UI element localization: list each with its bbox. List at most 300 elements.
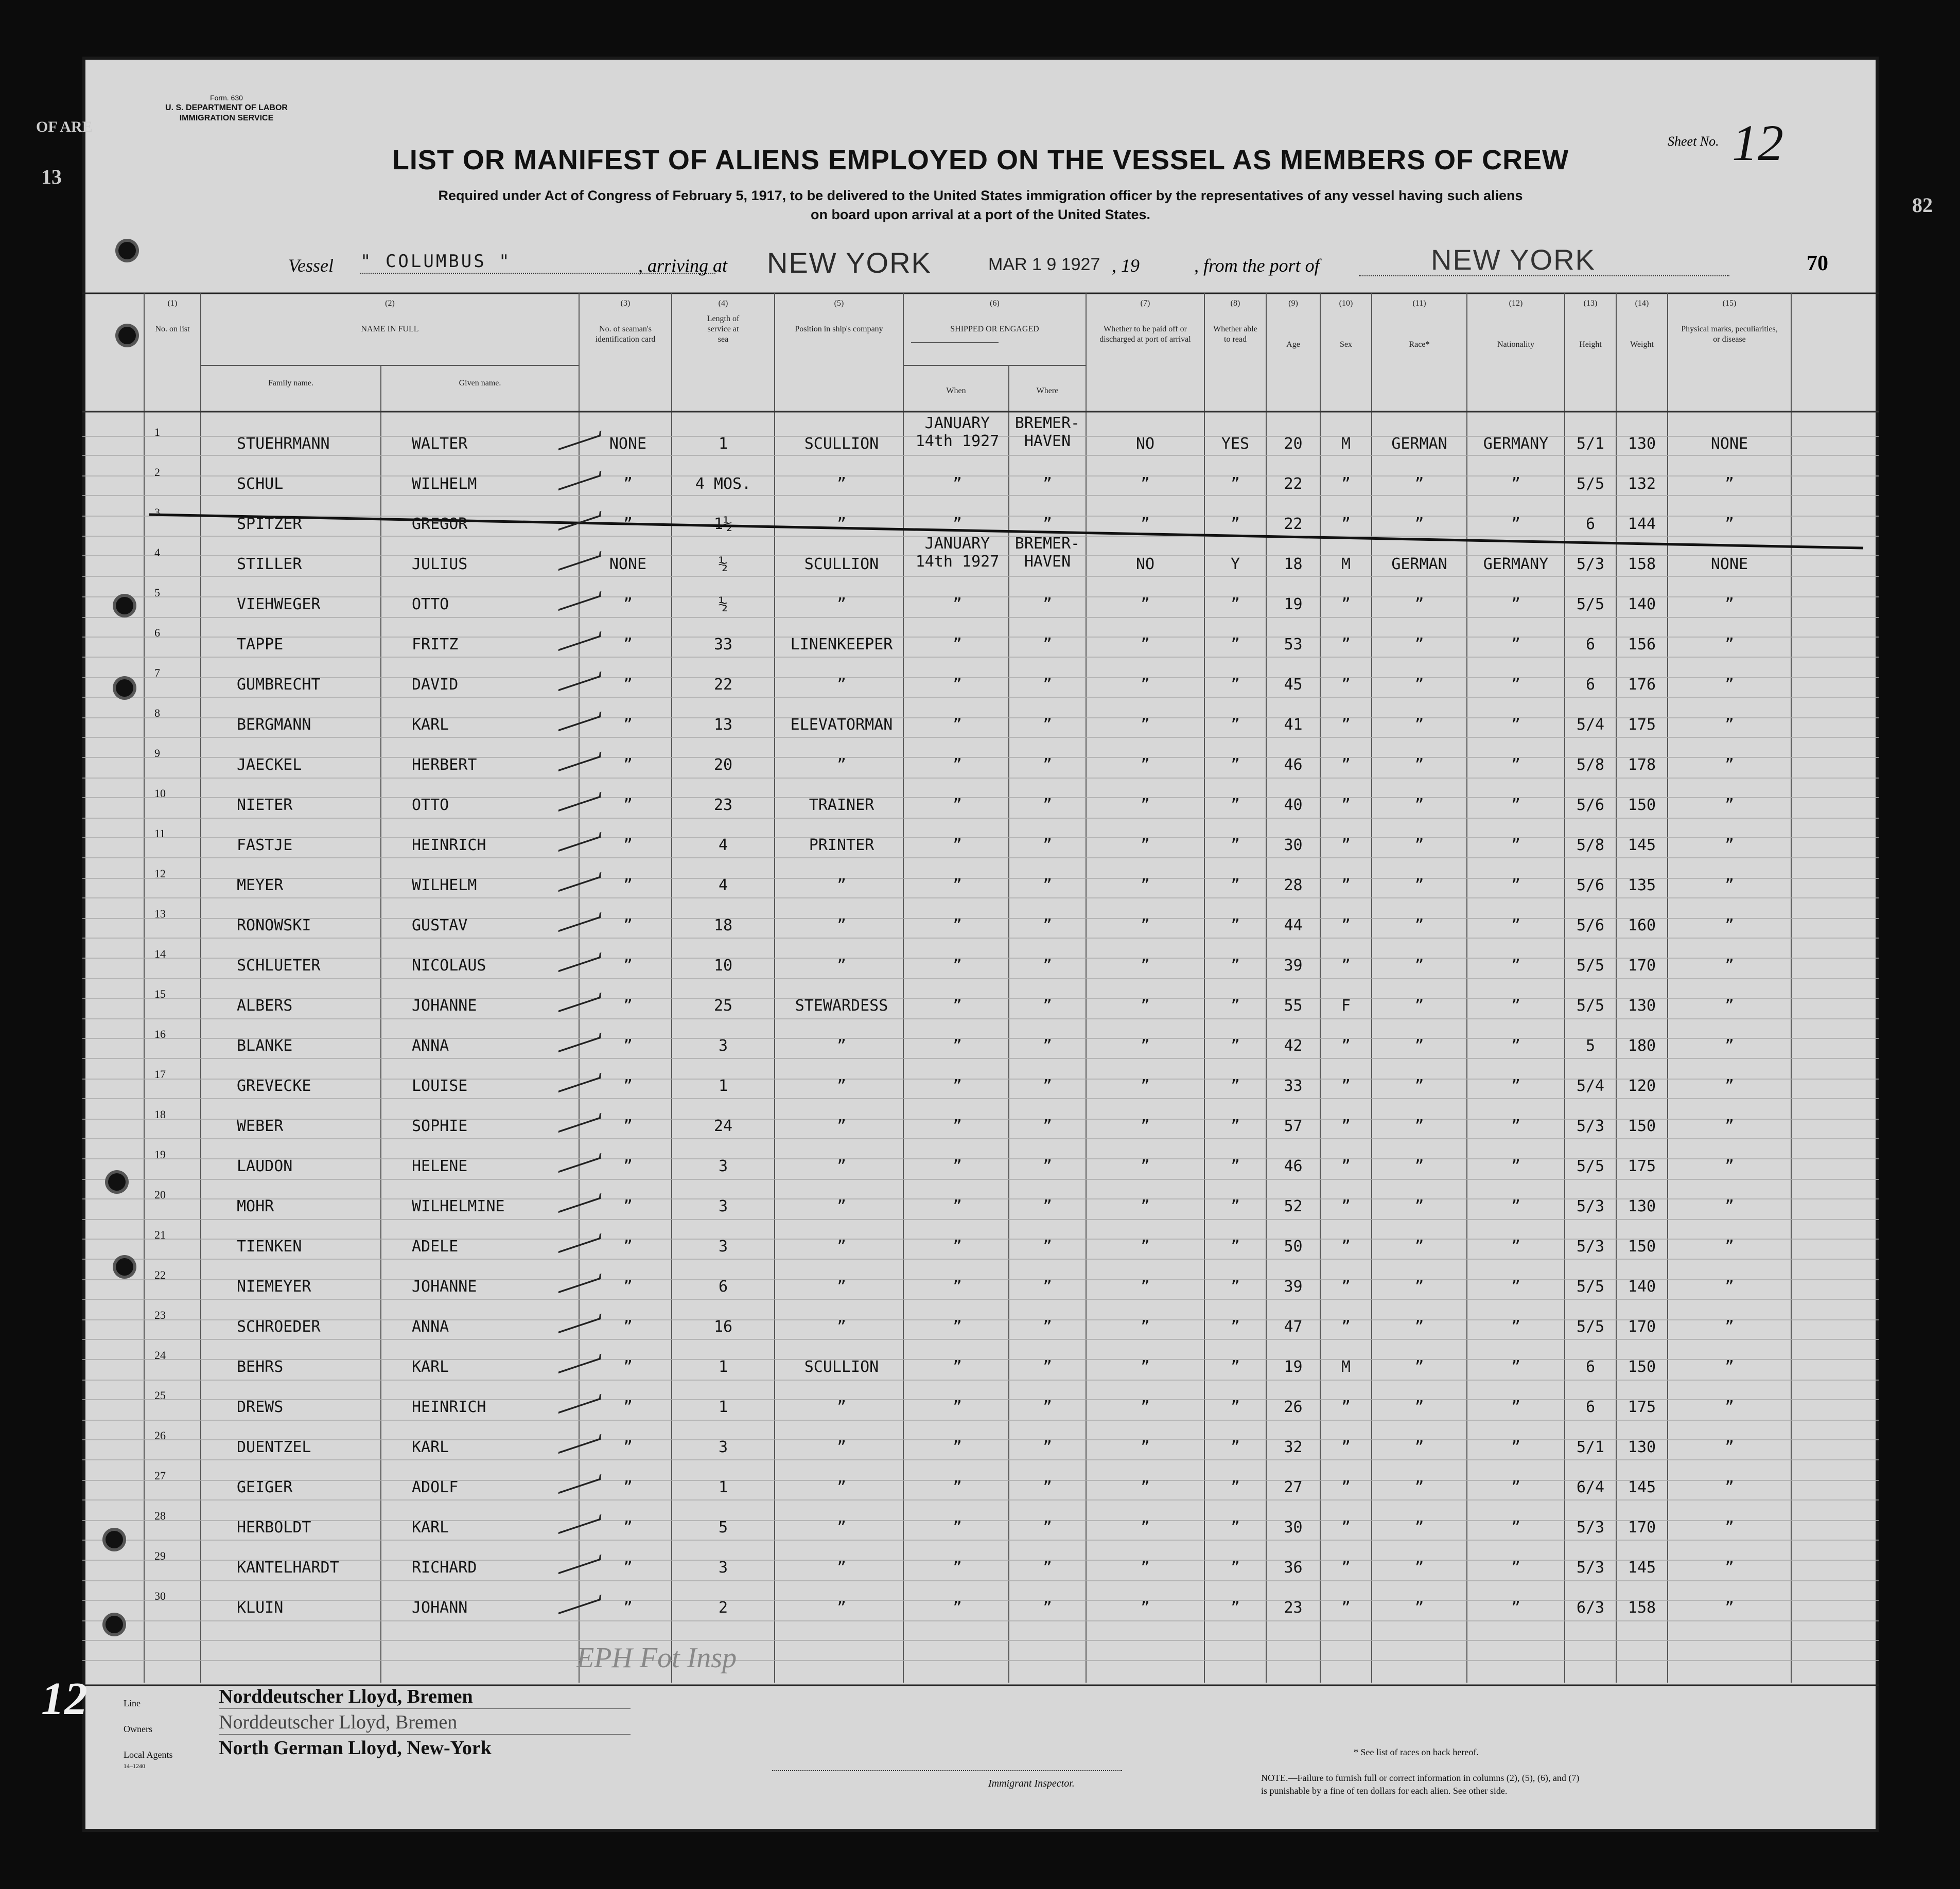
cell-height: 6 — [1585, 676, 1596, 694]
cell-paid: ” — [1140, 1478, 1150, 1496]
cell-where: ” — [1042, 1358, 1053, 1376]
cell-marks: ” — [1724, 1157, 1735, 1175]
note-line-2: is punishable by a fine of ten dollars for each alien. See other side. — [1261, 1786, 1508, 1796]
cell-paid: ” — [1140, 515, 1150, 533]
punch-hole-7 — [106, 1531, 123, 1548]
cell-given: WILHELMINE — [412, 1197, 505, 1215]
cell-race: ” — [1414, 796, 1424, 814]
cell-marks: ” — [1724, 635, 1735, 654]
cell-family: HERBOLDT — [237, 1519, 311, 1537]
manifest-rows — [82, 57, 1879, 1832]
cell-service: 1 — [718, 1358, 728, 1376]
cell-race: ” — [1414, 1077, 1424, 1095]
cell-sex: ” — [1341, 916, 1351, 934]
cell-position: ” — [836, 595, 847, 613]
cell-sex: M — [1341, 435, 1351, 453]
cell-no: 5 — [154, 586, 160, 599]
cell-given: KARL — [412, 1358, 449, 1376]
col15-num: (15) — [1722, 299, 1737, 308]
cell-read: ” — [1230, 1559, 1240, 1577]
cell-race: ” — [1414, 1398, 1424, 1416]
cell-weight: 175 — [1627, 716, 1656, 734]
cell-family: BEHRS — [237, 1358, 284, 1376]
races-note: * See list of races on back hereof. — [1354, 1747, 1479, 1757]
cell-no: 30 — [154, 1590, 166, 1602]
cell-given: ANNA — [412, 1037, 449, 1055]
cell-age: 55 — [1284, 997, 1303, 1015]
col7-num: (7) — [1140, 299, 1150, 308]
cell-height: 6 — [1585, 515, 1596, 533]
cell-read: YES — [1221, 435, 1250, 453]
cell-when: ” — [952, 1278, 962, 1296]
cell-service: 1 — [718, 1478, 728, 1496]
cell-sex: ” — [1341, 676, 1351, 694]
cell-when: ” — [952, 1478, 962, 1496]
cell-no: 21 — [154, 1228, 166, 1241]
cell-card: ” — [623, 876, 633, 894]
cell-paid: ” — [1140, 716, 1150, 734]
service-name: IMMIGRATION SERVICE — [179, 114, 274, 122]
cell-height: 5/5 — [1576, 997, 1605, 1015]
col9-num: (9) — [1288, 299, 1298, 308]
cell-position: SCULLION — [804, 1358, 879, 1376]
cell-race: ” — [1414, 1318, 1424, 1336]
cell-nat: ” — [1511, 635, 1521, 654]
cell-position: TRAINER — [809, 796, 874, 814]
cell-height: 5/5 — [1576, 1157, 1605, 1175]
cell-paid: ” — [1140, 475, 1150, 493]
cell-sex: M — [1341, 1358, 1351, 1376]
cell-position: ” — [836, 957, 847, 975]
cell-age: 39 — [1284, 957, 1303, 975]
cell-service: 1 — [718, 1398, 728, 1416]
cell-read: ” — [1230, 1398, 1240, 1416]
cell-where: ” — [1042, 957, 1053, 975]
cell-sex: ” — [1341, 595, 1351, 613]
cell-height: 6 — [1585, 1358, 1596, 1376]
cell-when: ” — [952, 676, 962, 694]
handwritten-note: EPH Fot Insp — [576, 1642, 737, 1674]
cell-family: MOHR — [237, 1197, 274, 1215]
cell-when: ” — [952, 1037, 962, 1055]
cell-given: HEINRICH — [412, 836, 486, 854]
cell-where: ” — [1042, 1318, 1053, 1336]
cell-read: ” — [1230, 676, 1240, 694]
cell-marks: ” — [1724, 1559, 1735, 1577]
cell-family: TAPPE — [237, 635, 284, 654]
cell-card: ” — [623, 676, 633, 694]
cell-when: ” — [952, 876, 962, 894]
cell-position: ” — [836, 475, 847, 493]
cell-height: 5/6 — [1576, 796, 1605, 814]
cell-race: ” — [1414, 595, 1424, 613]
cell-paid: NO — [1135, 435, 1155, 453]
cell-nat: ” — [1511, 997, 1521, 1015]
cell-no: 7 — [154, 666, 160, 679]
cell-paid: ” — [1140, 1278, 1150, 1296]
cell-card: ” — [623, 595, 633, 613]
cell-position: LINENKEEPER — [790, 635, 893, 654]
punch-hole-5 — [108, 1173, 126, 1191]
inspector-label: Immigrant Inspector. — [988, 1778, 1075, 1789]
cell-race: ” — [1414, 1117, 1424, 1135]
cell-where: ” — [1042, 916, 1053, 934]
from-port: NEW YORK — [1431, 243, 1596, 276]
cell-marks: ” — [1724, 916, 1735, 934]
cell-given: JULIUS — [412, 555, 468, 573]
col2-family-header: Family name. — [268, 379, 313, 387]
cell-family: LAUDON — [237, 1157, 293, 1175]
cell-marks: ” — [1724, 515, 1735, 533]
cell-height: 6/3 — [1576, 1599, 1605, 1617]
cell-card: NONE — [609, 435, 647, 453]
cell-family: SCHROEDER — [237, 1318, 321, 1336]
cell-sex: ” — [1341, 1478, 1351, 1496]
cell-height: 5/3 — [1576, 1238, 1605, 1256]
cell-when: ” — [952, 796, 962, 814]
cell-family: SCHUL — [237, 475, 284, 493]
cell-sex: ” — [1341, 1519, 1351, 1537]
cell-card: ” — [623, 916, 633, 934]
cell-weight: 150 — [1627, 1238, 1656, 1256]
cell-service: 24 — [713, 1117, 733, 1135]
cell-paid: ” — [1140, 1438, 1150, 1456]
cell-no: 9 — [154, 747, 160, 760]
cell-card: ” — [623, 796, 633, 814]
cell-family: SPITZER — [237, 515, 302, 533]
cell-height: 5/5 — [1576, 1318, 1605, 1336]
cell-card: ” — [623, 1519, 633, 1537]
col5-num: (5) — [834, 299, 844, 308]
cell-paid: ” — [1140, 1318, 1150, 1336]
col8-num: (8) — [1230, 299, 1240, 308]
cell-when: ” — [952, 716, 962, 734]
cell-nat: ” — [1511, 1117, 1521, 1135]
col14-num: (14) — [1635, 299, 1649, 308]
cell-position: ” — [836, 1077, 847, 1095]
cell-marks: ” — [1724, 1037, 1735, 1055]
form-subtitle-2: on board upon arrival at a port of the United States. — [810, 207, 1151, 222]
page-number: 70 — [1807, 252, 1828, 275]
from-port-label: , from the port of — [1194, 255, 1320, 276]
col2-num: (2) — [385, 299, 395, 308]
cell-nat: ” — [1511, 676, 1521, 694]
arriving-label: , arriving at — [638, 255, 728, 276]
cell-read: ” — [1230, 1438, 1240, 1456]
cell-nat: ” — [1511, 1197, 1521, 1215]
cell-service: 3 — [718, 1037, 728, 1055]
cell-sex: ” — [1341, 1278, 1351, 1296]
cell-given: GUSTAV — [412, 916, 468, 934]
cell-family: SCHLUETER — [237, 957, 321, 975]
cell-marks: ” — [1724, 676, 1735, 694]
owners-label: Owners — [124, 1724, 152, 1734]
cell-race: ” — [1414, 957, 1424, 975]
cell-nat: ” — [1511, 1559, 1521, 1577]
cell-no: 13 — [154, 907, 166, 920]
cell-nat: GERMANY — [1483, 555, 1549, 573]
cell-service: 1 — [718, 1077, 728, 1095]
inspector-signature-line — [772, 1770, 1122, 1771]
cell-service: 25 — [713, 997, 733, 1015]
cell-where: ” — [1042, 1278, 1053, 1296]
cell-where: ” — [1042, 635, 1053, 654]
cell-when: ” — [952, 1197, 962, 1215]
col6-label: SHIPPED OR ENGAGED — [950, 325, 1039, 333]
cell-marks: ” — [1724, 1438, 1735, 1456]
note-line-1: NOTE.—Failure to furnish full or correct information in columns (2), (5), (6), and (7) — [1261, 1773, 1580, 1783]
cell-service: ½ — [718, 555, 728, 573]
cell-given: KARL — [412, 1438, 449, 1456]
cell-weight: 144 — [1627, 515, 1656, 533]
cell-age: 50 — [1284, 1238, 1303, 1256]
punch-hole-2 — [118, 327, 136, 344]
cell-height: 5/8 — [1576, 836, 1605, 854]
col6-num: (6) — [990, 299, 1000, 308]
cell-height: 5/5 — [1576, 475, 1605, 493]
cell-card: ” — [623, 1197, 633, 1215]
cell-race: ” — [1414, 876, 1424, 894]
cell-family: TIENKEN — [237, 1238, 302, 1256]
cell-read: ” — [1230, 997, 1240, 1015]
cell-nat: ” — [1511, 1398, 1521, 1416]
cell-given: KARL — [412, 1519, 449, 1537]
cell-age: 18 — [1284, 555, 1303, 573]
cell-position: ” — [836, 1278, 847, 1296]
cell-family: NIEMEYER — [237, 1278, 311, 1296]
cell-age: 30 — [1284, 836, 1303, 854]
cell-paid: ” — [1140, 1559, 1150, 1577]
cell-service: ½ — [718, 595, 728, 613]
cell-sex: ” — [1341, 957, 1351, 975]
cell-height: 5/5 — [1576, 1278, 1605, 1296]
cell-height: 5/8 — [1576, 756, 1605, 774]
cell-height: 5/6 — [1576, 876, 1605, 894]
vessel-name: " COLUMBUS " — [360, 251, 512, 272]
cell-where: ” — [1042, 1519, 1053, 1537]
cell-paid: ” — [1140, 836, 1150, 854]
cell-paid: ” — [1140, 635, 1150, 654]
cell-no: 3 — [154, 506, 160, 519]
cell-sex: ” — [1341, 1238, 1351, 1256]
cell-position: SCULLION — [804, 555, 879, 573]
cell-race: GERMAN — [1391, 555, 1447, 573]
cell-given: FRITZ — [412, 635, 459, 654]
cell-no: 22 — [154, 1268, 166, 1281]
cell-weight: 176 — [1627, 676, 1656, 694]
cell-read: ” — [1230, 836, 1240, 854]
owners-rule — [219, 1708, 631, 1709]
cell-age: 23 — [1284, 1599, 1303, 1617]
cell-family: VIEHWEGER — [237, 595, 321, 613]
cell-sex: ” — [1341, 716, 1351, 734]
cell-paid: ” — [1140, 916, 1150, 934]
cell-when: ” — [952, 836, 962, 854]
cell-no: 19 — [154, 1148, 166, 1161]
cell-weight: 180 — [1627, 1037, 1656, 1055]
cell-position: ” — [836, 876, 847, 894]
cell-given: OTTO — [412, 595, 449, 613]
cell-where: BREMER- — [1014, 414, 1080, 432]
cell-no: 23 — [154, 1309, 166, 1321]
cell-service: 6 — [718, 1278, 728, 1296]
cell-card: ” — [623, 515, 633, 533]
cell-age: 57 — [1284, 1117, 1303, 1135]
cell-read: ” — [1230, 1077, 1240, 1095]
cell-race: ” — [1414, 1037, 1424, 1055]
cell-position: ” — [836, 1238, 847, 1256]
cell-age: 19 — [1284, 1358, 1303, 1376]
cell-read: ” — [1230, 1197, 1240, 1215]
cell-where: ” — [1042, 676, 1053, 694]
cell-service: 33 — [713, 635, 733, 654]
punch-hole-4 — [116, 679, 133, 697]
cell-where: ” — [1042, 1238, 1053, 1256]
cell-where-place: HAVEN — [1024, 432, 1071, 450]
cell-when: ” — [952, 595, 962, 613]
form-number: Form. 630 — [210, 94, 243, 102]
cell-when: ” — [952, 997, 962, 1015]
agents-value: North German Lloyd, New-York — [219, 1737, 492, 1759]
cell-sex: ” — [1341, 1318, 1351, 1336]
cell-card: ” — [623, 635, 633, 654]
cell-paid: ” — [1140, 997, 1150, 1015]
cell-position: ” — [836, 1559, 847, 1577]
cell-weight: 170 — [1627, 1519, 1656, 1537]
department-name: U. S. DEPARTMENT OF LABOR — [165, 103, 288, 112]
cell-family: BERGMANN — [237, 716, 311, 734]
cell-age: 22 — [1284, 475, 1303, 493]
cell-card: ” — [623, 997, 633, 1015]
cell-height: 5/5 — [1576, 595, 1605, 613]
cell-sex: ” — [1341, 1559, 1351, 1577]
cell-given: HELENE — [412, 1157, 468, 1175]
cell-weight: 140 — [1627, 595, 1656, 613]
stamped-sheet-number: 12 — [41, 1673, 87, 1724]
cell-marks: ” — [1724, 1398, 1735, 1416]
cell-paid: ” — [1140, 1157, 1150, 1175]
cell-read: ” — [1230, 1519, 1240, 1537]
cell-height: 5/3 — [1576, 1559, 1605, 1577]
cell-paid: ” — [1140, 1197, 1150, 1215]
cell-race: ” — [1414, 1197, 1424, 1215]
cell-when: ” — [952, 1438, 962, 1456]
arriving-port: NEW YORK — [767, 246, 932, 279]
cell-weight: 130 — [1627, 1197, 1656, 1215]
cell-read: ” — [1230, 1238, 1240, 1256]
cell-race: ” — [1414, 916, 1424, 934]
cell-when: ” — [952, 916, 962, 934]
cell-given: WALTER — [412, 435, 468, 453]
cell-height: 6/4 — [1576, 1478, 1605, 1496]
arrival-date-stamp: MAR 1 9 1927 — [988, 255, 1100, 274]
cell-family: NIETER — [237, 796, 293, 814]
cell-position: SCULLION — [804, 435, 879, 453]
cell-weight: 130 — [1627, 435, 1656, 453]
cell-card: ” — [623, 716, 633, 734]
cell-card: ” — [623, 475, 633, 493]
cell-read: ” — [1230, 957, 1240, 975]
cell-age: 32 — [1284, 1438, 1303, 1456]
cell-service: 3 — [718, 1197, 728, 1215]
cell-no: 15 — [154, 987, 166, 1000]
cell-given: WILHELM — [412, 876, 477, 894]
cell-age: 33 — [1284, 1077, 1303, 1095]
cell-weight: 170 — [1627, 1318, 1656, 1336]
cell-age: 45 — [1284, 676, 1303, 694]
cell-card: ” — [623, 1398, 633, 1416]
cell-weight: 178 — [1627, 756, 1656, 774]
cell-read: ” — [1230, 635, 1240, 654]
cell-service: 22 — [713, 676, 733, 694]
cell-sex: ” — [1341, 1398, 1351, 1416]
cell-given: JOHANNE — [412, 1278, 477, 1296]
cell-paid: ” — [1140, 1077, 1150, 1095]
cell-given: HEINRICH — [412, 1398, 486, 1416]
cell-race: ” — [1414, 1157, 1424, 1175]
cell-marks: ” — [1724, 796, 1735, 814]
cell-given: RICHARD — [412, 1559, 477, 1577]
cell-position: ” — [836, 515, 847, 533]
cell-where: BREMER- — [1014, 535, 1080, 553]
cell-race: ” — [1414, 997, 1424, 1015]
form-title: LIST OR MANIFEST OF ALIENS EMPLOYED ON THE VESSEL AS MEMBERS OF CREW — [392, 145, 1569, 175]
cell-card: ” — [623, 1238, 633, 1256]
cell-when: ” — [952, 1157, 962, 1175]
cell-card: ” — [623, 1438, 633, 1456]
cell-read: ” — [1230, 1278, 1240, 1296]
cell-nat: ” — [1511, 1478, 1521, 1496]
cell-when-date: 14th 1927 — [915, 432, 1000, 450]
cell-weight: 158 — [1627, 1599, 1656, 1617]
cell-read: ” — [1230, 1478, 1240, 1496]
cell-family: FASTJE — [237, 836, 293, 854]
owners-value: Norddeutscher Lloyd, Bremen — [219, 1711, 458, 1733]
cell-race: ” — [1414, 475, 1424, 493]
cell-sex: ” — [1341, 1197, 1351, 1215]
col9-label: Age — [1286, 340, 1300, 349]
cell-no: 1 — [154, 426, 160, 438]
cell-age: 53 — [1284, 635, 1303, 654]
col7-label: Whether to be paid off or discharged at port of arrival — [1099, 325, 1191, 344]
cell-given: WILHELM — [412, 475, 477, 493]
cell-card: ” — [623, 1077, 633, 1095]
cell-age: 47 — [1284, 1318, 1303, 1336]
cell-service: 16 — [713, 1318, 733, 1336]
cell-weight: 175 — [1627, 1398, 1656, 1416]
cell-nat: ” — [1511, 475, 1521, 493]
cell-marks: ” — [1724, 1519, 1735, 1537]
cell-marks: ” — [1724, 1197, 1735, 1215]
cell-marks: ” — [1724, 1599, 1735, 1617]
cell-nat: ” — [1511, 756, 1521, 774]
right-margin-number: 82 — [1912, 193, 1933, 217]
cell-paid: ” — [1140, 1238, 1150, 1256]
cell-no: 16 — [154, 1028, 166, 1040]
cell-when: ” — [952, 1599, 962, 1617]
cell-position: ” — [836, 1157, 847, 1175]
cell-card: ” — [623, 1318, 633, 1336]
cell-where: ” — [1042, 1438, 1053, 1456]
cell-read: ” — [1230, 515, 1240, 533]
cell-nat: ” — [1511, 1278, 1521, 1296]
col1-label: No. on list — [155, 325, 190, 333]
cell-where: ” — [1042, 1197, 1053, 1215]
cell-family: MEYER — [237, 876, 284, 894]
cell-race: ” — [1414, 756, 1424, 774]
cell-card: ” — [623, 1599, 633, 1617]
cell-paid: ” — [1140, 1117, 1150, 1135]
